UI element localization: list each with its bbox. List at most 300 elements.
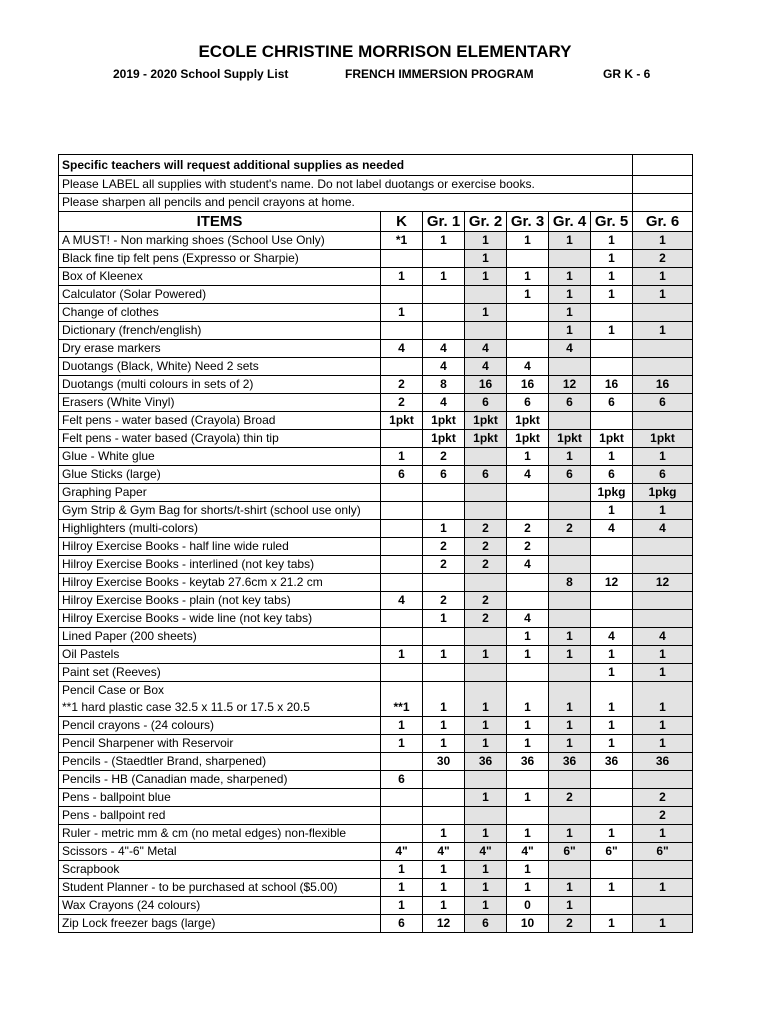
quantity-cell	[423, 322, 465, 340]
item-name: Gym Strip & Gym Bag for shorts/t-shirt (school use only)	[59, 502, 381, 520]
quantity-cell: 1	[381, 448, 423, 466]
quantity-cell	[591, 592, 633, 610]
table-row	[59, 664, 693, 682]
quantity-cell: 4	[549, 340, 591, 358]
item-name: Duotangs (Black, White) Need 2 sets	[59, 358, 381, 376]
headline-row	[59, 155, 693, 176]
headline-spacer	[633, 155, 693, 176]
quantity-cell: 1	[381, 304, 423, 322]
quantity-cell	[591, 807, 633, 825]
quantity-cell: 1	[423, 682, 465, 717]
column-header-gr6: Gr. 6	[633, 212, 693, 232]
quantity-cell: 1	[465, 250, 507, 268]
quantity-cell: 1	[507, 861, 549, 879]
table-row	[59, 538, 693, 556]
column-header-items: ITEMS	[59, 212, 381, 232]
table-row	[59, 789, 693, 807]
table-row	[59, 556, 693, 574]
item-name: Student Planner - to be purchased at school ($5.00)	[59, 879, 381, 897]
quantity-cell: 1	[381, 897, 423, 915]
grade-range-label: GR K - 6	[603, 67, 651, 81]
quantity-cell	[465, 664, 507, 682]
quantity-cell: 30	[423, 753, 465, 771]
quantity-cell: 2	[423, 448, 465, 466]
quantity-cell	[591, 412, 633, 430]
table-row	[59, 717, 693, 735]
item-name: Pens - ballpoint blue	[59, 789, 381, 807]
quantity-cell: 1	[549, 628, 591, 646]
quantity-cell	[381, 286, 423, 304]
table-row	[59, 915, 693, 933]
table-row	[59, 232, 693, 250]
quantity-cell	[381, 807, 423, 825]
column-header-k: K	[381, 212, 423, 232]
quantity-cell: 1	[465, 789, 507, 807]
quantity-cell: 1pkg	[633, 484, 693, 502]
item-name: Hilroy Exercise Books - half line wide ruled	[59, 538, 381, 556]
quantity-cell: 1	[591, 232, 633, 250]
quantity-cell	[591, 861, 633, 879]
quantity-cell	[381, 358, 423, 376]
quantity-cell: 6"	[633, 843, 693, 861]
quantity-cell	[507, 250, 549, 268]
quantity-cell: 12	[591, 574, 633, 592]
item-name: Scrapbook	[59, 861, 381, 879]
quantity-cell: 1	[423, 879, 465, 897]
quantity-cell: 4	[507, 358, 549, 376]
quantity-cell	[381, 430, 423, 448]
quantity-cell: 1	[549, 304, 591, 322]
quantity-cell	[465, 448, 507, 466]
quantity-cell: 4	[423, 340, 465, 358]
column-header-gr5: Gr. 5	[591, 212, 633, 232]
quantity-cell	[633, 412, 693, 430]
quantity-cell	[549, 250, 591, 268]
sharpen-note: Please sharpen all pencils and pencil crayons at home.	[59, 194, 633, 212]
table-row	[59, 807, 693, 825]
quantity-cell	[591, 304, 633, 322]
item-name: Hilroy Exercise Books - keytab 27.6cm x 21.2 cm	[59, 574, 381, 592]
table-row	[59, 412, 693, 430]
quantity-cell: 1	[633, 268, 693, 286]
quantity-cell: 36	[465, 753, 507, 771]
quantity-cell: 1	[549, 879, 591, 897]
quantity-cell: 1	[633, 735, 693, 753]
quantity-cell: 4"	[507, 843, 549, 861]
table-row	[59, 358, 693, 376]
quantity-cell	[507, 304, 549, 322]
quantity-cell: 1	[423, 268, 465, 286]
quantity-cell: 2	[381, 394, 423, 412]
quantity-cell: 6	[633, 394, 693, 412]
quantity-cell: 2	[507, 538, 549, 556]
table-row	[59, 448, 693, 466]
quantity-cell: 1	[591, 322, 633, 340]
table-row	[59, 340, 693, 358]
note-row	[59, 176, 693, 194]
quantity-cell: 1	[591, 268, 633, 286]
table-row	[59, 735, 693, 753]
quantity-cell	[381, 664, 423, 682]
program-label: FRENCH IMMERSION PROGRAM	[345, 67, 534, 81]
quantity-cell	[549, 556, 591, 574]
quantity-cell	[381, 556, 423, 574]
quantity-cell: 1	[507, 232, 549, 250]
quantity-cell: 1	[633, 322, 693, 340]
quantity-cell: 2	[465, 520, 507, 538]
quantity-cell: 6"	[549, 843, 591, 861]
quantity-cell: 1	[591, 682, 633, 717]
quantity-cell: 1	[591, 448, 633, 466]
table-row	[59, 628, 693, 646]
quantity-cell: 6	[465, 915, 507, 933]
quantity-cell: 1	[423, 610, 465, 628]
headline-text: Specific teachers will request additional supplies as needed	[59, 155, 633, 176]
quantity-cell: 1	[381, 861, 423, 879]
quantity-cell: 1	[465, 879, 507, 897]
quantity-cell	[549, 861, 591, 879]
quantity-cell	[423, 484, 465, 502]
quantity-cell	[507, 484, 549, 502]
quantity-cell: 1	[591, 664, 633, 682]
quantity-cell: 1	[591, 717, 633, 735]
quantity-cell	[507, 592, 549, 610]
quantity-cell: 1	[591, 879, 633, 897]
quantity-cell: 1pkt	[591, 430, 633, 448]
quantity-cell	[591, 358, 633, 376]
quantity-cell: 1	[507, 646, 549, 664]
quantity-cell: 8	[423, 376, 465, 394]
item-name: Lined Paper (200 sheets)	[59, 628, 381, 646]
quantity-cell: 2	[633, 789, 693, 807]
quantity-cell: 1	[633, 682, 693, 717]
quantity-cell: 6	[381, 466, 423, 484]
quantity-cell	[633, 538, 693, 556]
item-name: Glue - White glue	[59, 448, 381, 466]
quantity-cell: 1	[423, 232, 465, 250]
quantity-cell: 2	[633, 807, 693, 825]
table-row	[59, 843, 693, 861]
quantity-cell: 1pkt	[381, 412, 423, 430]
quantity-cell: 6	[423, 466, 465, 484]
quantity-cell	[549, 502, 591, 520]
quantity-cell	[423, 664, 465, 682]
quantity-cell	[633, 592, 693, 610]
quantity-cell: 1	[423, 897, 465, 915]
quantity-cell: 1	[633, 502, 693, 520]
quantity-cell	[507, 574, 549, 592]
quantity-cell: 1	[507, 628, 549, 646]
column-header-gr3: Gr. 3	[507, 212, 549, 232]
quantity-cell	[465, 502, 507, 520]
item-name: Pencils - (Staedtler Brand, sharpened)	[59, 753, 381, 771]
table-row	[59, 268, 693, 286]
item-name: Graphing Paper	[59, 484, 381, 502]
quantity-cell: 4	[507, 466, 549, 484]
quantity-cell	[465, 771, 507, 789]
quantity-cell: 1	[633, 664, 693, 682]
item-name: A MUST! - Non marking shoes (School Use Only)	[59, 232, 381, 250]
note-spacer	[633, 176, 693, 194]
quantity-cell: 4"	[423, 843, 465, 861]
quantity-cell	[549, 664, 591, 682]
quantity-cell: 1	[423, 520, 465, 538]
quantity-cell: 1	[381, 879, 423, 897]
quantity-cell: 10	[507, 915, 549, 933]
quantity-cell	[423, 502, 465, 520]
column-header-row	[59, 212, 693, 232]
document-title: ECOLE CHRISTINE MORRISON ELEMENTARY	[198, 42, 572, 61]
table-row	[59, 376, 693, 394]
quantity-cell: 1	[549, 268, 591, 286]
quantity-cell: 1pkt	[507, 430, 549, 448]
quantity-cell: 1	[423, 735, 465, 753]
quantity-cell	[423, 286, 465, 304]
quantity-cell	[465, 484, 507, 502]
quantity-cell: 6	[465, 466, 507, 484]
quantity-cell: 6	[507, 394, 549, 412]
quantity-cell	[423, 789, 465, 807]
quantity-cell	[507, 664, 549, 682]
quantity-cell: 2	[549, 789, 591, 807]
item-name: Pencil crayons - (24 colours)	[59, 717, 381, 735]
quantity-cell: 16	[591, 376, 633, 394]
quantity-cell	[633, 610, 693, 628]
quantity-cell	[423, 304, 465, 322]
quantity-cell	[549, 610, 591, 628]
quantity-cell: 1	[465, 682, 507, 717]
quantity-cell: 12	[423, 915, 465, 933]
item-name	[59, 682, 381, 717]
quantity-cell: 1	[465, 825, 507, 843]
quantity-cell: 1	[591, 646, 633, 664]
item-name: Glue Sticks (large)	[59, 466, 381, 484]
table-row	[59, 304, 693, 322]
item-name: Box of Kleenex	[59, 268, 381, 286]
quantity-cell	[507, 340, 549, 358]
quantity-cell: 36	[591, 753, 633, 771]
quantity-cell: 8	[549, 574, 591, 592]
quantity-cell	[633, 771, 693, 789]
quantity-cell: 1	[465, 646, 507, 664]
quantity-cell: 1	[423, 825, 465, 843]
table-row	[59, 753, 693, 771]
item-name: Dictionary (french/english)	[59, 322, 381, 340]
quantity-cell: 1	[591, 915, 633, 933]
quantity-cell	[465, 574, 507, 592]
quantity-cell: 2	[549, 520, 591, 538]
quantity-cell	[591, 556, 633, 574]
quantity-cell: 1	[633, 286, 693, 304]
quantity-cell: 1	[507, 735, 549, 753]
quantity-cell: 2	[465, 610, 507, 628]
quantity-cell: 2	[465, 592, 507, 610]
quantity-cell: 12	[549, 376, 591, 394]
quantity-cell	[423, 807, 465, 825]
quantity-cell: 4	[507, 556, 549, 574]
quantity-cell	[633, 556, 693, 574]
quantity-cell: 6	[591, 394, 633, 412]
quantity-cell	[507, 322, 549, 340]
quantity-cell: 1	[465, 304, 507, 322]
quantity-cell: 1	[507, 879, 549, 897]
quantity-cell: 6	[549, 466, 591, 484]
quantity-cell: 6	[549, 394, 591, 412]
school-year-label: 2019 - 2020 School Supply List	[113, 67, 289, 81]
quantity-cell: 1pkg	[591, 484, 633, 502]
quantity-cell: 1	[507, 268, 549, 286]
quantity-cell: 1	[465, 735, 507, 753]
quantity-cell	[633, 340, 693, 358]
table-row	[59, 610, 693, 628]
quantity-cell: 1	[465, 268, 507, 286]
quantity-cell: 4	[591, 520, 633, 538]
quantity-cell	[381, 753, 423, 771]
quantity-cell: 1pkt	[507, 412, 549, 430]
column-header-gr1: Gr. 1	[423, 212, 465, 232]
item-name: Pencils - HB (Canadian made, sharpened)	[59, 771, 381, 789]
quantity-cell: 1	[507, 448, 549, 466]
quantity-cell: 12	[633, 574, 693, 592]
quantity-cell	[591, 538, 633, 556]
quantity-cell	[381, 628, 423, 646]
table-row	[59, 825, 693, 843]
quantity-cell: 1	[549, 646, 591, 664]
quantity-cell: 2	[381, 376, 423, 394]
quantity-cell: 16	[633, 376, 693, 394]
quantity-cell: 4	[381, 340, 423, 358]
table-row	[59, 574, 693, 592]
quantity-cell	[633, 304, 693, 322]
quantity-cell: 1	[381, 735, 423, 753]
quantity-cell: 1	[591, 735, 633, 753]
quantity-cell: 1	[507, 789, 549, 807]
quantity-cell: 1pkt	[465, 430, 507, 448]
item-name: Hilroy Exercise Books - plain (not key tabs)	[59, 592, 381, 610]
quantity-cell: **1	[381, 682, 423, 717]
note-row	[59, 194, 693, 212]
quantity-cell	[423, 574, 465, 592]
table-row	[59, 592, 693, 610]
quantity-cell: 2	[423, 592, 465, 610]
quantity-cell: 4	[423, 394, 465, 412]
quantity-cell: *1	[381, 232, 423, 250]
quantity-cell: 1	[549, 735, 591, 753]
quantity-cell: 2	[465, 538, 507, 556]
quantity-cell	[381, 520, 423, 538]
quantity-cell: 1	[423, 717, 465, 735]
table-row	[59, 286, 693, 304]
quantity-cell: 1	[507, 717, 549, 735]
quantity-cell: 16	[465, 376, 507, 394]
item-name: Felt pens - water based (Crayola) thin tip	[59, 430, 381, 448]
item-name: Felt pens - water based (Crayola) Broad	[59, 412, 381, 430]
column-header-gr4: Gr. 4	[549, 212, 591, 232]
table-row	[59, 771, 693, 789]
quantity-cell: 1	[423, 646, 465, 664]
item-name: Change of clothes	[59, 304, 381, 322]
table-row	[59, 484, 693, 502]
quantity-cell: 1	[549, 717, 591, 735]
quantity-cell	[381, 789, 423, 807]
quantity-cell: 1pkt	[549, 430, 591, 448]
quantity-cell	[507, 807, 549, 825]
quantity-cell	[423, 250, 465, 268]
quantity-cell: 4	[381, 592, 423, 610]
quantity-cell: 1pkt	[423, 412, 465, 430]
item-name: Highlighters (multi-colors)	[59, 520, 381, 538]
item-name: Oil Pastels	[59, 646, 381, 664]
quantity-cell	[591, 610, 633, 628]
quantity-cell: 1	[591, 502, 633, 520]
quantity-cell: 36	[633, 753, 693, 771]
quantity-cell	[381, 825, 423, 843]
quantity-cell: 2	[423, 556, 465, 574]
table-row	[59, 646, 693, 664]
item-name: Pencil Sharpener with Reservoir	[59, 735, 381, 753]
quantity-cell: 6	[465, 394, 507, 412]
quantity-cell	[381, 538, 423, 556]
quantity-cell: 6	[591, 466, 633, 484]
table-row	[59, 430, 693, 448]
quantity-cell: 2	[507, 520, 549, 538]
quantity-cell	[507, 771, 549, 789]
quantity-cell: 4"	[381, 843, 423, 861]
quantity-cell	[549, 538, 591, 556]
quantity-cell: 1	[465, 897, 507, 915]
item-name: Black fine tip felt pens (Expresso or Sharpie)	[59, 250, 381, 268]
quantity-cell	[633, 897, 693, 915]
quantity-cell: 1	[549, 897, 591, 915]
quantity-cell: 1	[381, 646, 423, 664]
item-name: Hilroy Exercise Books - interlined (not key tabs)	[59, 556, 381, 574]
quantity-cell: 1	[381, 717, 423, 735]
quantity-cell	[465, 807, 507, 825]
quantity-cell: 1	[549, 322, 591, 340]
table-row	[59, 502, 693, 520]
table-row	[59, 250, 693, 268]
quantity-cell: 2	[423, 538, 465, 556]
quantity-cell: 1	[507, 825, 549, 843]
column-header-gr2: Gr. 2	[465, 212, 507, 232]
quantity-cell: 4	[465, 340, 507, 358]
item-name: Duotangs (multi colours in sets of 2)	[59, 376, 381, 394]
quantity-cell: 6	[381, 915, 423, 933]
quantity-cell	[381, 322, 423, 340]
item-name: Dry erase markers	[59, 340, 381, 358]
quantity-cell: 1	[507, 286, 549, 304]
quantity-cell	[549, 592, 591, 610]
item-name: Erasers (White Vinyl)	[59, 394, 381, 412]
quantity-cell	[465, 322, 507, 340]
quantity-cell: 1	[633, 646, 693, 664]
quantity-cell: 16	[507, 376, 549, 394]
quantity-cell: 4	[423, 358, 465, 376]
quantity-cell	[381, 502, 423, 520]
quantity-cell	[381, 250, 423, 268]
quantity-cell	[549, 484, 591, 502]
note-spacer	[633, 194, 693, 212]
item-name-detail: **1 hard plastic case 32.5 x 11.5 or 17.5 x 20.5	[62, 700, 310, 714]
quantity-cell: 1	[591, 286, 633, 304]
quantity-cell: 1pkt	[633, 430, 693, 448]
quantity-cell: 6	[381, 771, 423, 789]
quantity-cell: 1pkt	[423, 430, 465, 448]
quantity-cell	[423, 771, 465, 789]
quantity-cell: 4	[633, 628, 693, 646]
quantity-cell: 2	[633, 250, 693, 268]
quantity-cell: 36	[549, 753, 591, 771]
